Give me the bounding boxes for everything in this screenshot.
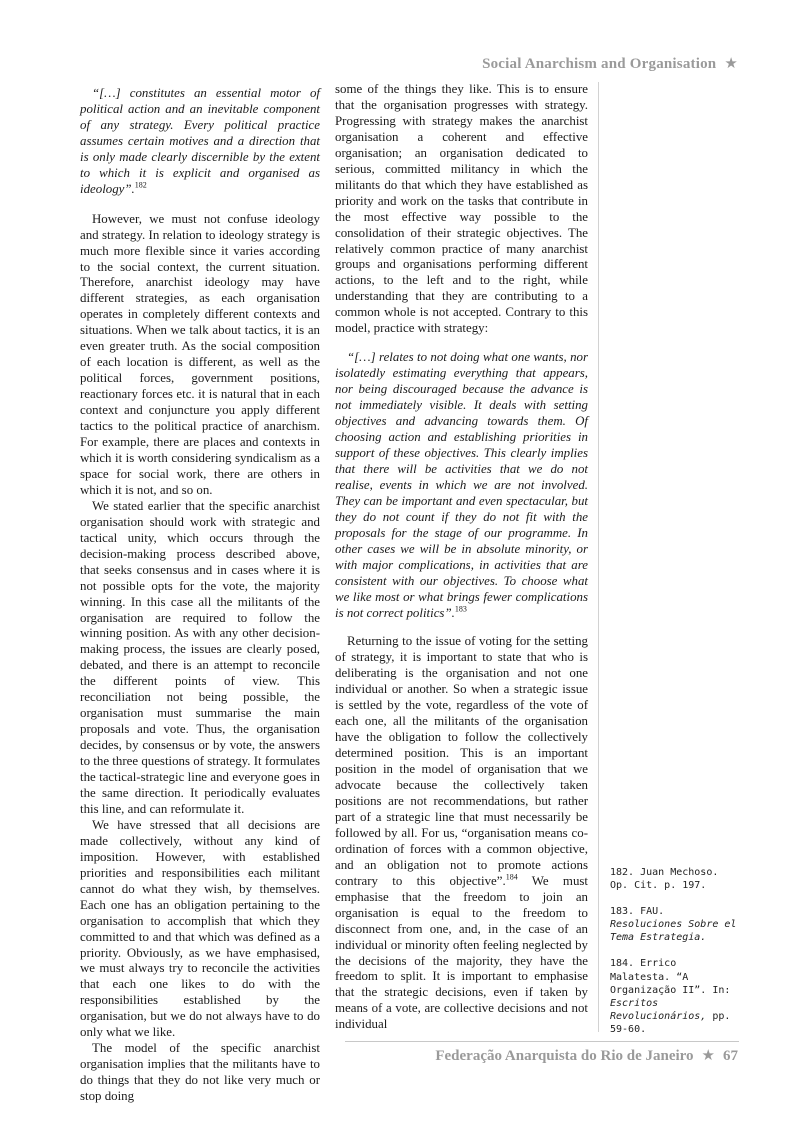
quote-text: “[…] constitutes an essential motor of political action and an inevitable component of any strategy. Every political practice assumes certain motives and a direction that is only made clearly discernible by the extent to which it is explicit and organised as ideology”.	[80, 86, 320, 196]
footnote-184	[610, 957, 738, 1036]
paragraph: We have stressed that all decisions are made collectively, without any kind of imposition. However, with established priorities and responsibilities each militant cannot do what they wish, by themselves. Each one has an obligation pertaining to the organisation to accomplish that which they committed to and that which was defined as a priority. Obviously, as we have emphasised, we must always try to reconcile the activities that each one likes to do with the responsibilities established by the organisation, but we do not always have to do only what we like.	[80, 817, 320, 1040]
footnote-text: 184. Errico Malatesta. “A Organização II”. In:	[610, 958, 731, 996]
footnote-pages: pp. 59-60.	[610, 1010, 731, 1035]
paragraph-text: We must emphasise that the freedom to join an organisation is equal to the freedom to disconnect from one, and, in the case of an individual or minority often feeling neglected by the decisions of the majority, they have the freedom to split. It is important to emphasise that the strategic decisions, even if taken by means of a vote, are collective decisions and not individual	[335, 873, 588, 1032]
footnote-title: Escritos Revolucionários,	[610, 997, 707, 1022]
footnote-ref-183[interactable]: 183	[454, 604, 467, 614]
paragraph-text: Returning to the issue of voting for the setting of strategy, it is important to state that who is deliberating is the organisation and not one individual or another. So when a strategic issue is settled by the vote, regardless of the vote of each one, all the militants of the organisation have the obligation to follow the collectively determined position. This is an important position in the model of organisation that we advocate because the collectively taken positions are not recommendations, but rather part of a strategic line that must necessarily be followed by all. For us, “organisation means co-ordination of forces with a common objective, and an obligation not to promote actions contrary to this objective”.	[335, 634, 588, 888]
footnote-183	[610, 905, 738, 944]
running-head	[482, 54, 738, 73]
paragraph: We stated earlier that the specific anarchist organisation should work with strategic and tactical unity, which occurs through the decision-making process described above, that seeks consensus and in cases where it is not possible opts for the vote, the majority winning. In this case all the militants of the organisation are required to follow the winning position. As with any other decision-making process, the issues are clearly posed, debated, and there is an attempt to reconcile the different points of view. This reconciliation not being possible, the organisation must summarise the main proposals and vote. Thus, the organisation decides, by consensus or by vote, the answers to the three questions of strategy. It formulates the tactical-strategic line and everyone goes in the same direction. It periodically evaluates this line, and can reformulate it.	[80, 498, 320, 816]
footnote-ref-184[interactable]: 184	[505, 872, 518, 882]
quote-text: “[…] relates to not doing what one wants, nor isolatedly estimating everything that appears, nor being discouraged because the advance is not immediately visible. It deals with setting objectives and advancing towards them. Of choosing action and establishing priorities in support of these objectives. This clearly implies that there will be activities that we do not realise, events in which we are not involved. They can be important and even spectacular, but they do not count if they do not fit with the proposals for the stage of our programme. In other cases we will be in absolute minority, or with major complications, in activities that are consistent with our objectives. To choose what we like most or what brings fewer complications is not correct politics”.	[335, 350, 588, 620]
page-footer	[435, 1046, 738, 1065]
block-quote-183	[335, 350, 588, 621]
footnote-ref-182[interactable]: 182	[134, 180, 147, 190]
middle-column	[335, 82, 588, 1033]
footnote-title: Resoluciones Sobre el Tema Estrategia.	[610, 919, 737, 944]
block-quote-182	[80, 86, 320, 198]
paragraph	[335, 634, 588, 1033]
sidenotes	[610, 866, 738, 1049]
paragraph: However, we must not confuse ideology and strategy. In relation to ideology strategy is much more flexible since it varies according to the social context, the current situation. Therefore, anarchist ideology may have different strategies, as each organisation operates in completely different contexts and situations. When we talk about tactics, it is an even greater truth. As the social composition of each location is different, as well as the political forces, government positions, reactionary forces etc. it is natural that in each context and conjuncture you apply different tactics to the political practice of anarchism. For example, there are places and contexts in which it is worth considering syndicalism as a space for social work, there are others in which it is not, and so on.	[80, 211, 320, 497]
publisher-name: Federação Anarquista do Rio de Janeiro	[435, 1048, 694, 1064]
page-number: 67	[723, 1048, 738, 1064]
paragraph: some of the things they like. This is to ensure that the organisation progresses with strategy. Progressing with strategy makes the anarchist organisation a coherent and effective organisation; an organisation dedicated to serious, committed militancy in which the militants do that which they have established as priority and work on the tasks that contribute in the most effective way possible to the consolidation of their strategic objectives. The relatively common practice of many anarchist groups and organisations performing different actions, to the left and to the right, while understanding that they are contributing to a common whole is not accepted. Contrary to this model, practice with strategy:	[335, 82, 588, 336]
left-column	[80, 82, 320, 1105]
star-icon: ★	[724, 56, 738, 72]
footnote-182	[610, 866, 738, 892]
column-divider	[598, 82, 599, 1032]
star-icon: ★	[701, 1048, 715, 1064]
running-title: Social Anarchism and Organisation	[482, 56, 717, 72]
footer-rule	[345, 1041, 739, 1042]
paragraph: The model of the specific anarchist organisation implies that the militants have to do things that they do not like very much or stop doing	[80, 1041, 320, 1104]
footnote-text: 182. Juan Mechoso. Op. Cit. p. 197.	[610, 867, 719, 892]
footnote-text: 183. FAU.	[610, 906, 665, 918]
